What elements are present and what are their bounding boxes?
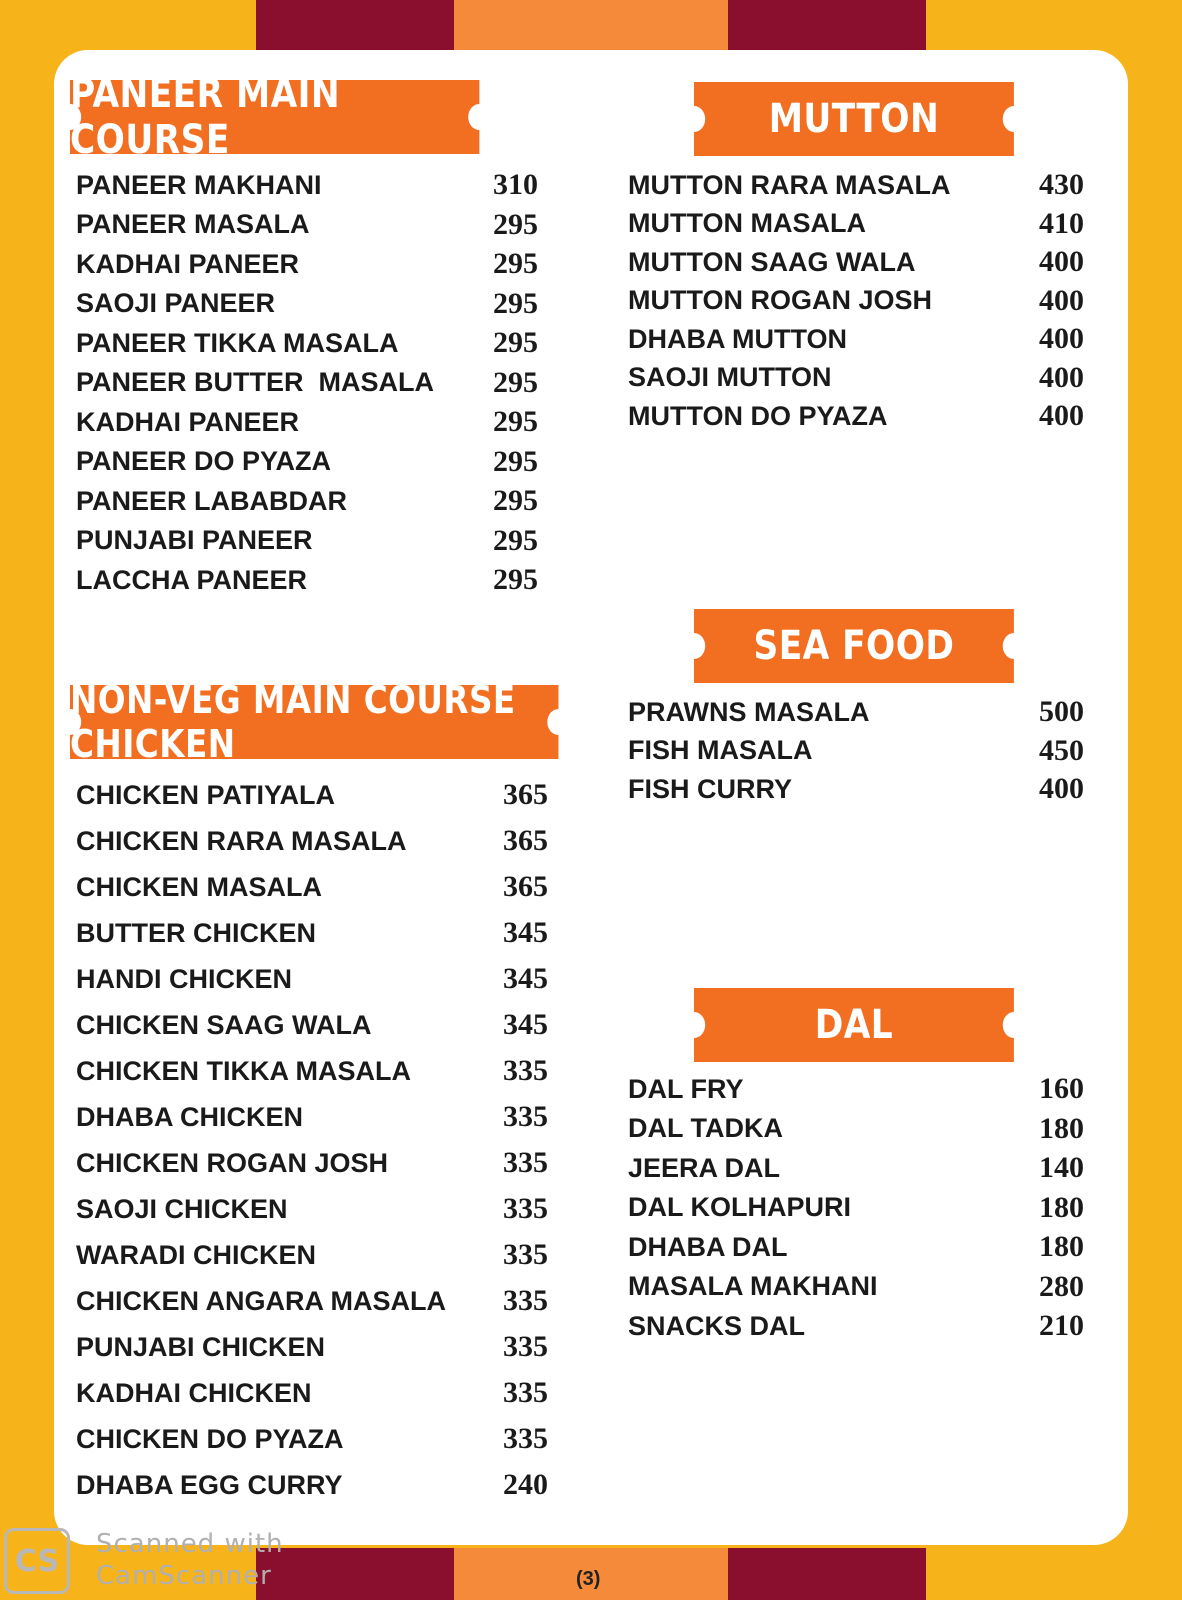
menu-item-name: PANEER MASALA — [76, 209, 310, 239]
menu-item-price: 400 — [1039, 322, 1084, 355]
section-title: DAL — [814, 1002, 894, 1048]
menu-item — [76, 524, 538, 558]
menu-item — [76, 1192, 548, 1226]
menu-item-price: 365 — [503, 870, 548, 903]
menu-item-name: CHICKEN PATIYALA — [76, 779, 336, 810]
menu-item-name: BUTTER CHICKEN — [76, 917, 316, 948]
top-stripe-maroon-right — [728, 0, 926, 50]
menu-item-name: KADHAI PANEER — [76, 406, 300, 437]
menu-item-price: 180 — [1039, 1190, 1084, 1224]
menu-item-price: 295 — [493, 286, 538, 320]
menu-item-price: 180 — [1039, 1111, 1084, 1145]
menu-item — [628, 772, 1084, 806]
top-stripe-orange — [454, 0, 728, 50]
menu-item — [76, 1284, 548, 1318]
menu-item — [76, 445, 538, 479]
menu-item-price: 310 — [493, 168, 538, 201]
section-banner-seafood — [694, 609, 1014, 683]
menu-item-name: PRAWNS MASALA — [628, 696, 870, 727]
menu-item-price: 345 — [503, 962, 548, 995]
menu-item-price: 335 — [503, 1146, 548, 1179]
menu-item — [628, 1072, 1084, 1106]
menu-item-name: JEERA DAL — [628, 1152, 781, 1183]
menu-item — [76, 326, 538, 360]
menu-item-name: MUTTON SAAG WALA — [628, 246, 916, 277]
menu-item-price: 335 — [503, 1330, 548, 1363]
menu-item-price: 410 — [1039, 206, 1084, 240]
menu-item — [628, 1230, 1084, 1264]
menu-item — [76, 287, 538, 321]
menu-item-price: 430 — [1039, 168, 1084, 201]
menu-item-price: 180 — [1039, 1230, 1084, 1263]
menu-item — [76, 916, 548, 950]
bottom-stripe-maroon-right — [728, 1548, 926, 1600]
menu-item — [628, 1112, 1084, 1146]
section-title: NON-VEG MAIN COURSE CHICKEN — [70, 678, 516, 766]
menu-item-price: 295 — [493, 484, 538, 517]
menu-item-name: MUTTON MASALA — [628, 208, 866, 238]
section-banner-chicken — [70, 678, 558, 766]
menu-item-price: 335 — [503, 1376, 548, 1409]
menu-item-name: CHICKEN SAAG WALA — [76, 1009, 372, 1040]
menu-item-price: 400 — [1039, 283, 1084, 317]
menu-item-price: 295 — [493, 326, 538, 359]
camscanner-logo: CS — [4, 1528, 70, 1594]
menu-item-price: 295 — [493, 563, 538, 596]
menu-item-price: 335 — [503, 1422, 548, 1455]
menu-item — [628, 1270, 1084, 1304]
menu-item-name: LACCHA PANEER — [76, 564, 308, 595]
menu-item — [76, 1008, 548, 1042]
menu-item-name: CHICKEN MASALA — [76, 871, 322, 902]
menu-item-price: 295 — [493, 365, 538, 399]
menu-item-name: DHABA CHICKEN — [76, 1101, 303, 1132]
menu-item-name: PANEER TIKKA MASALA — [76, 327, 399, 358]
menu-item-price: 335 — [503, 1054, 548, 1087]
menu-item-name: SNACKS DAL — [628, 1310, 806, 1341]
section-banner-mutton — [694, 82, 1014, 156]
menu-item — [76, 870, 548, 904]
camscanner-watermark: Scanned with CamScanner — [96, 1529, 284, 1591]
menu-item — [628, 207, 1084, 241]
menu-item-price: 450 — [1039, 733, 1084, 767]
menu-item-name: FISH CURRY — [628, 773, 793, 804]
menu-item-name: MASALA MAKHANI — [628, 1271, 878, 1301]
menu-item — [76, 1422, 548, 1456]
section-title: PANEER MAIN COURSE — [70, 71, 341, 163]
menu-item-price: 400 — [1039, 399, 1084, 432]
menu-item-price: 295 — [493, 207, 538, 241]
menu-item-name: CHICKEN ROGAN JOSH — [76, 1147, 389, 1178]
section-title: SEA FOOD — [753, 623, 955, 669]
menu-item — [628, 695, 1084, 729]
page-number: (3) — [576, 1568, 601, 1590]
menu-item-price: 160 — [1039, 1072, 1084, 1105]
menu-item — [628, 284, 1084, 318]
menu-item-price: 335 — [503, 1238, 548, 1271]
menu-item-price: 140 — [1039, 1151, 1084, 1184]
menu-item — [76, 1330, 548, 1364]
menu-item — [76, 824, 548, 858]
menu-item-name: DAL FRY — [628, 1073, 744, 1104]
menu-item-name: DHABA MUTTON — [628, 323, 847, 354]
menu-item-price: 400 — [1039, 245, 1084, 278]
menu-item-price: 240 — [503, 1468, 548, 1501]
menu-item-price: 365 — [503, 824, 548, 857]
menu-item — [76, 484, 538, 518]
menu-item-price: 295 — [493, 523, 538, 557]
menu-item — [76, 1054, 548, 1088]
menu-item-price: 400 — [1039, 360, 1084, 394]
menu-item-price: 365 — [503, 778, 548, 811]
menu-item-price: 335 — [503, 1100, 548, 1133]
menu-item — [628, 734, 1084, 768]
section-banner-paneer — [70, 71, 479, 163]
menu-item — [76, 1146, 548, 1180]
menu-item-price: 335 — [503, 1192, 548, 1225]
menu-item — [76, 366, 538, 400]
menu-item — [628, 1309, 1084, 1343]
menu-item-name: WARADI CHICKEN — [76, 1239, 316, 1270]
menu-item — [76, 563, 538, 597]
menu-item — [628, 361, 1084, 395]
menu-item-name: FISH MASALA — [628, 735, 813, 765]
menu-item-name: KADHAI PANEER — [76, 248, 300, 279]
menu-item-name: CHICKEN ANGARA MASALA — [76, 1285, 446, 1316]
menu-item — [76, 208, 538, 242]
menu-item-name: MUTTON DO PYAZA — [628, 400, 888, 431]
top-stripe-maroon-left — [256, 0, 454, 50]
menu-item-price: 500 — [1039, 695, 1084, 728]
menu-item-name: PANEER LABABDAR — [76, 485, 348, 516]
menu-item — [628, 245, 1084, 279]
menu-item-name: DHABA DAL — [628, 1231, 788, 1262]
section-title: MUTTON — [768, 96, 940, 142]
menu-item-name: SAOJI PANEER — [76, 288, 276, 318]
menu-item-price: 295 — [493, 405, 538, 438]
menu-item-name: CHICKEN RARA MASALA — [76, 825, 407, 856]
menu-item-name: DAL KOLHAPURI — [628, 1192, 852, 1222]
menu-item — [628, 168, 1084, 202]
menu-item — [76, 962, 548, 996]
menu-item-price: 280 — [1039, 1269, 1084, 1303]
menu-item — [628, 1191, 1084, 1225]
menu-item-price: 210 — [1039, 1309, 1084, 1342]
menu-item-name: CHICKEN DO PYAZA — [76, 1423, 344, 1454]
menu-item-price: 295 — [493, 247, 538, 280]
menu-item-name: DAL TADKA — [628, 1113, 783, 1143]
menu-item-name: DHABA EGG CURRY — [76, 1469, 343, 1500]
menu-item-name: MUTTON ROGAN JOSH — [628, 285, 933, 315]
menu-item-name: PUNJABI PANEER — [76, 525, 313, 555]
menu-item-name: PANEER DO PYAZA — [76, 446, 332, 476]
menu-item-name: KADHAI CHICKEN — [76, 1377, 312, 1408]
menu-item — [76, 405, 538, 439]
menu-item — [76, 247, 538, 281]
menu-item-price: 345 — [503, 1008, 548, 1041]
menu-item-price: 345 — [503, 916, 548, 949]
menu-item-name: MUTTON RARA MASALA — [628, 169, 951, 200]
menu-item — [628, 1151, 1084, 1185]
section-banner-dal — [694, 988, 1014, 1062]
menu-item — [76, 1100, 548, 1134]
menu-item-name: PUNJABI CHICKEN — [76, 1331, 326, 1362]
menu-item-name: CHICKEN TIKKA MASALA — [76, 1055, 411, 1086]
menu-item-name: PANEER BUTTER MASALA — [76, 367, 435, 397]
menu-item — [76, 778, 548, 812]
menu-item-price: 295 — [493, 444, 538, 478]
menu-item — [628, 322, 1084, 356]
menu-item-name: PANEER MAKHANI — [76, 169, 322, 200]
menu-item — [628, 399, 1084, 433]
menu-item-price: 400 — [1039, 772, 1084, 805]
menu-item — [76, 1238, 548, 1272]
menu-item-name: SAOJI MUTTON — [628, 362, 832, 392]
menu-item-price: 335 — [503, 1284, 548, 1317]
menu-item-name: HANDI CHICKEN — [76, 963, 292, 994]
menu-item — [76, 1468, 548, 1502]
menu-item — [76, 1376, 548, 1410]
menu-item — [76, 168, 538, 202]
menu-item-name: SAOJI CHICKEN — [76, 1193, 288, 1224]
